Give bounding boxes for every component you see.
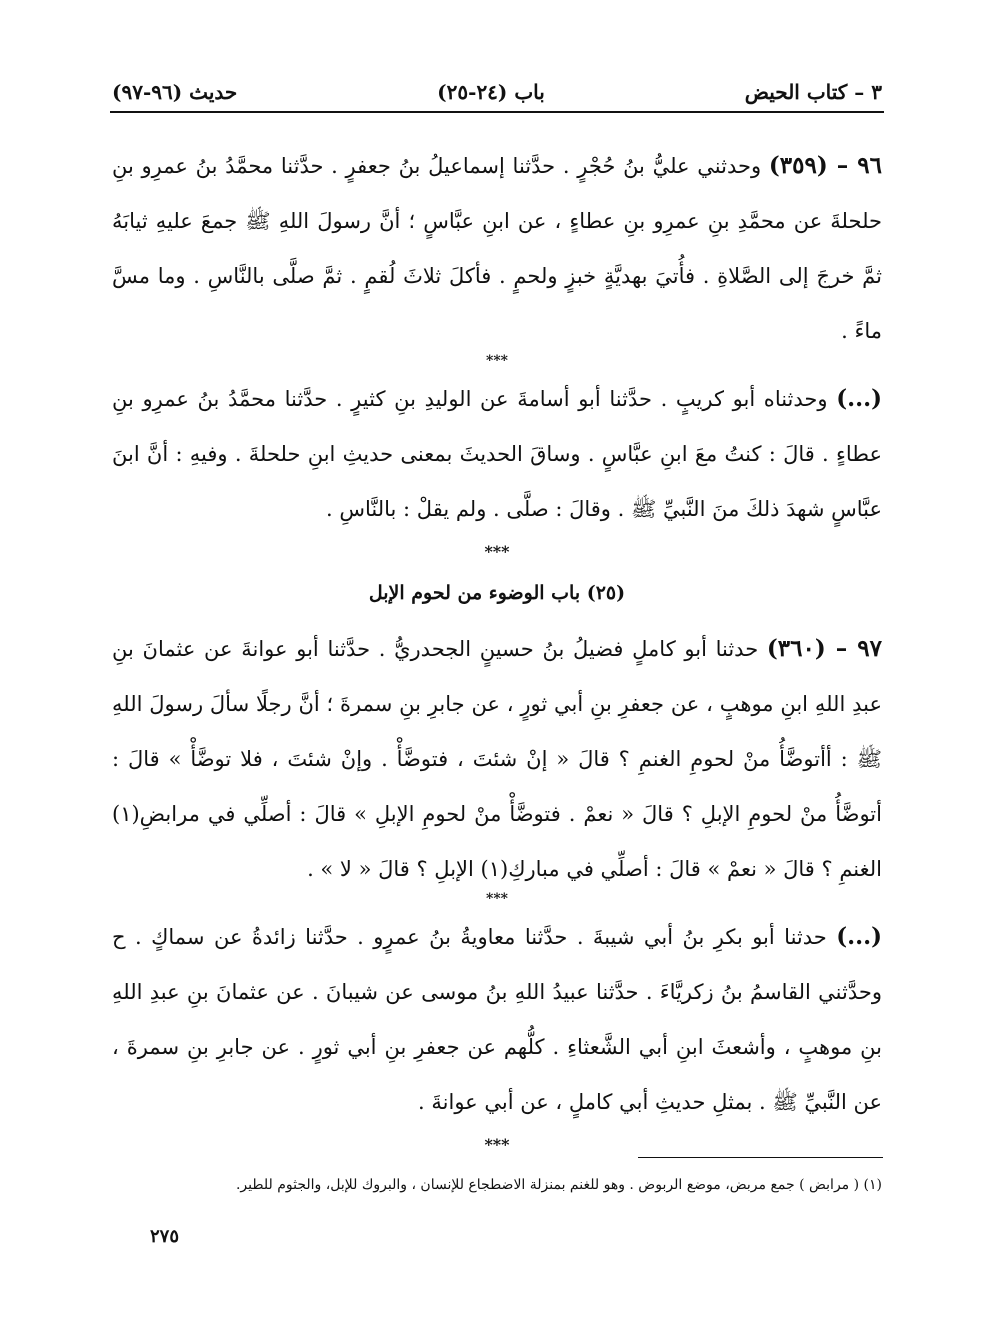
hadith-96 (112, 138, 882, 359)
header-chapter-range: باب (٢٤-٢٥) (437, 80, 545, 104)
chapter-heading: (٢٥) باب الوضوء من لحوم الإبل (368, 582, 626, 604)
separator-stars: *** (486, 891, 508, 907)
header-hadith-range: حديث (٩٦-٩٧) (112, 80, 238, 104)
footnote-divider (638, 1157, 883, 1158)
header-book-title: ٣ – كتاب الحيض (744, 80, 882, 104)
header-divider (110, 111, 884, 113)
separator-stars: *** (484, 1135, 510, 1154)
page-number: ٢٧٥ (150, 1226, 180, 1247)
hadith-text: وحدثني عليُّ بنُ حُجْرٍ . حدَّثنا إسماعيلُ بنُ جعفرٍ . حدَّثنا محمَّدُ بنُ عمرِو بنِ حلحلةَ عن محمَّدِ بنِ عمرِو بنِ عطاءٍ ، عن ابنِ عبَّاسٍ ؛ أنَّ رسولَ اللهِ ﷺ جمعَ عليهِ ثيابَهُ ثمَّ خرجَ إلى الصَّلاةِ . فأُتيَ بهديَّةٍ خبزٍ ولحمٍ . فأكلَ ثلاثَ لُقمٍ . ثمَّ صلَّى بالنَّاسِ . وما مسَّ ماءً . (112, 154, 882, 343)
hadith-number: (...) (836, 923, 882, 950)
hadith-97 (112, 621, 882, 897)
footnote: (١) ( مرابض ) جمع مربض، موضع الربوض . وهو للغنم بمنزلة الاضطجاع للإنسان ، والبروك للإبل، والجثوم للطير. (235, 1177, 882, 1193)
hadith-number: ٩٦ – (٣٥٩) (768, 152, 882, 179)
hadith-text: حدثنا أبو بكرِ بنُ أبي شيبةَ . حدَّثنا معاويةُ بنُ عمرٍو . حدَّثنا زائدةُ عن سماكٍ . ح وحدَّثني القاسمُ بنُ زكريَّاءَ . حدَّثنا عبيدُ اللهِ بنُ موسى عن شيبانَ . عن عثمانَ بنِ عبدِ اللهِ بنِ موهبٍ ، وأشعثَ ابنِ أبي الشَّعثاءِ . كلُّهم عن جعفرِ بنِ أبي ثورٍ . عن جابرِ بنِ سمرةَ ، عن النَّبيِّ ﷺ . بمثلِ حديثِ أبي كاملٍ ، عن أبي عوانةَ . (112, 925, 882, 1114)
hadith-text: وحدثناه أبو كريبٍ . حدَّثنا أبو أسامةَ عن الوليدِ بنِ كثيرٍ . حدَّثنا محمَّدُ بنُ عمرِو بنِ عطاءٍ . قالَ : كنتُ معَ ابنِ عبَّاسٍ . وساقَ الحديثَ بمعنى حديثِ ابنِ حلحلةَ . وفيهِ : أنَّ ابنَ عبَّاسٍ شهدَ ذلكَ منَ النَّبيِّ ﷺ . وقالَ : صلَّى . ولم يقلْ : بالنَّاسِ . (112, 387, 882, 521)
hadith-96-variant (112, 371, 882, 537)
running-header (112, 76, 882, 108)
hadith-97-variant (112, 909, 882, 1130)
hadith-number: (...) (836, 385, 882, 412)
separator-stars: *** (484, 542, 510, 561)
hadith-text: حدثنا أبو كاملٍ فضيلُ بنُ حسينٍ الجحدريُّ . حدَّثنا أبو عوانةَ عن عثمانَ بنِ عبدِ اللهِ ابنِ موهبٍ ، عن جعفرِ بنِ أبي ثورٍ ، عن جابرِ بنِ سمرةَ ؛ أنَّ رجلًا سألَ رسولَ اللهِ ﷺ : أأتوضَّأُ منْ لحومِ الغنمِ ؟ قالَ « إنْ شئتَ ، فتوضَّأْ . وإنْ شئتَ ، فلا توضَّأْ » قالَ : أتوضَّأُ منْ لحومِ الإبلِ ؟ قالَ « نعمْ . فتوضَّأْ منْ لحومِ الإبلِ » قالَ : أصلِّي في مرابضِ(١) الغنمِ ؟ قالَ « نعمْ » قالَ : أصلِّي في مباركِ(١) الإبلِ ؟ قالَ « لا » . (112, 637, 882, 881)
main-text (112, 138, 882, 1166)
separator-stars: *** (486, 353, 508, 369)
hadith-number: ٩٧ – (٣٦٠) (766, 635, 883, 662)
